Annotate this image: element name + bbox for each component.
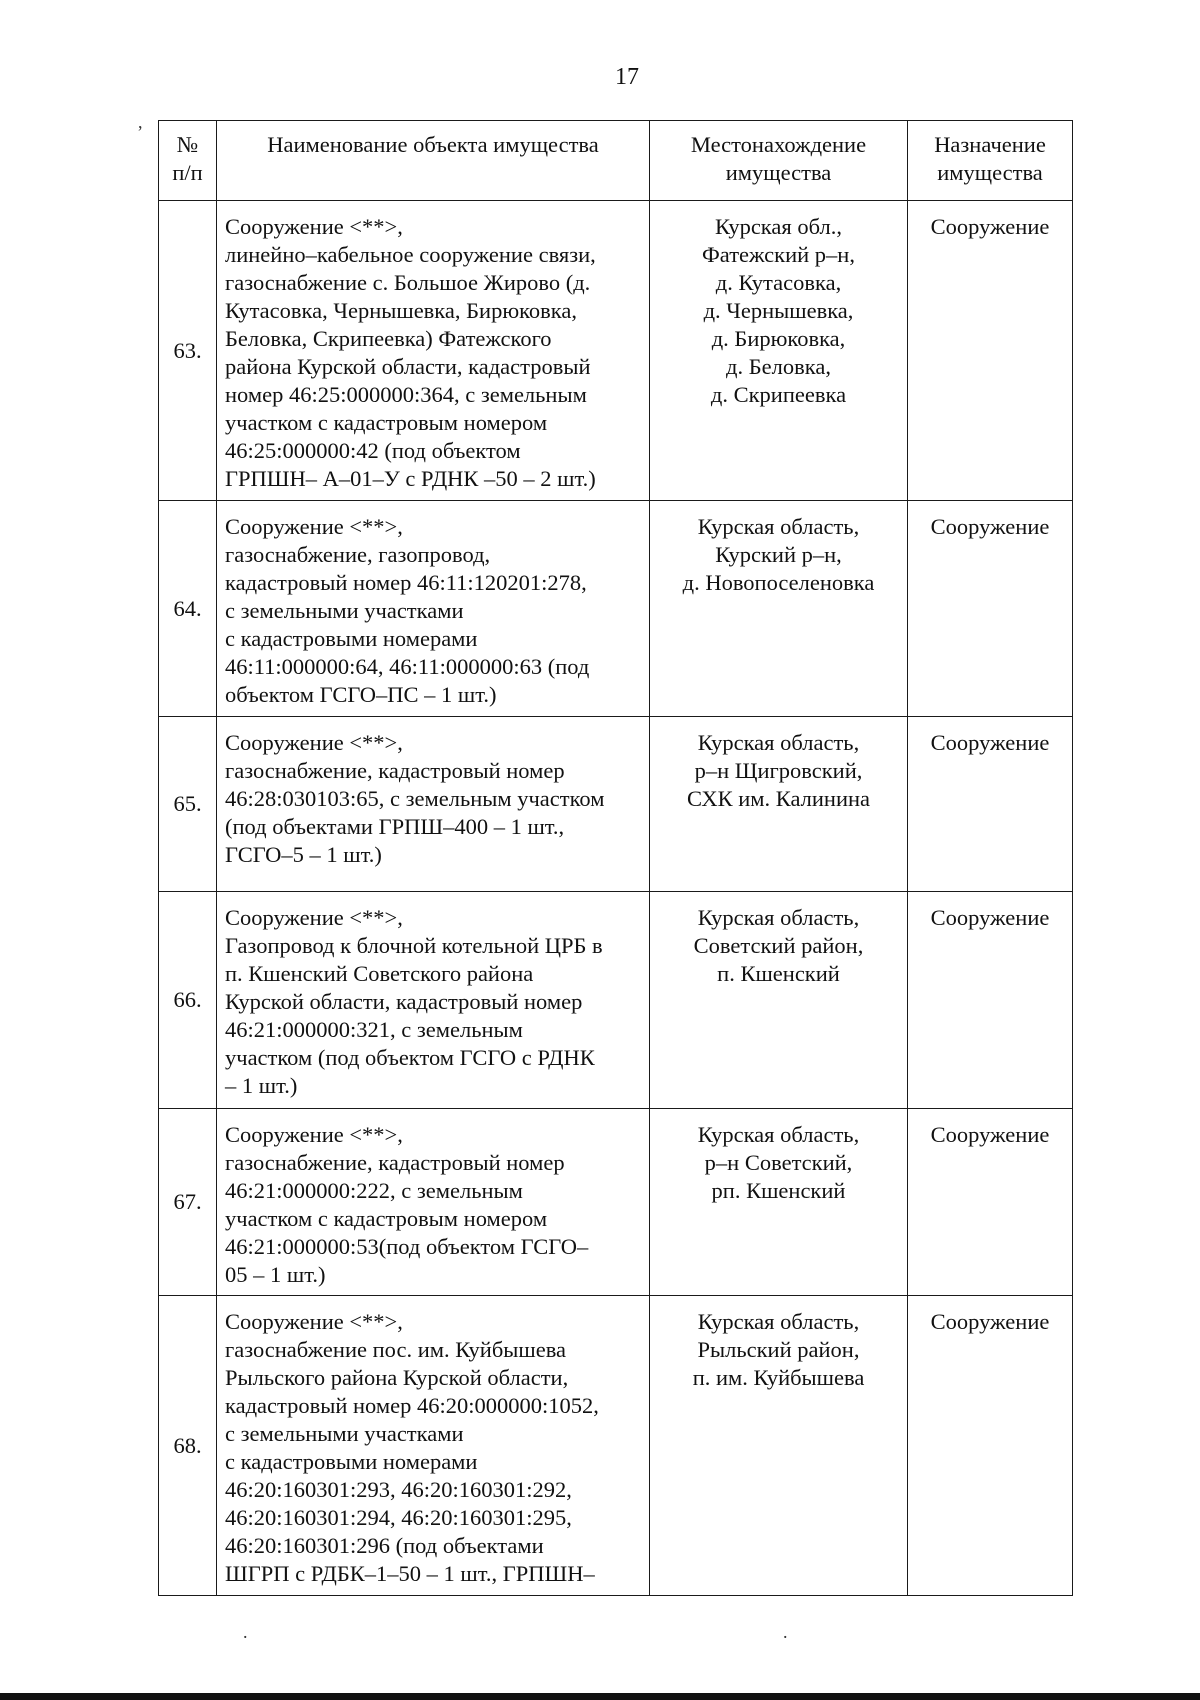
table-header-row [159,121,1073,201]
purpose-cell: Сооружение [908,717,1073,892]
object-name-line: 46:21:000000:222, с земельным [225,1178,523,1203]
object-name-cell [217,501,650,717]
object-name-line: Курской области, кадастровый номер [225,989,583,1014]
row-number: 63. [159,201,217,501]
object-name-line: газоснабжение с. Большое Жирово (д. [225,270,591,295]
location-cell [650,717,908,892]
purpose-cell: Сооружение [908,1296,1073,1596]
header-name-line: Наименование объекта имущества [267,132,599,157]
location-line: п. Кшенский [717,961,840,986]
location-line: СХК им. Калинина [686,786,871,811]
object-name-line: газоснабжение, кадастровый номер [225,758,565,783]
object-name-line: Сооружение <**>, [225,905,403,930]
location-line: д. Кутасовка, [715,270,842,295]
object-name-line: ШГРП с РДБК–1–50 – 1 шт., ГРПШН– [225,1561,595,1586]
table-body [159,201,1073,1596]
object-name-line: газоснабжение, газопровод, [225,542,491,567]
object-name-line: кадастровый номер 46:11:120201:278, [225,570,587,595]
object-name-line: участком (под объектом ГСГО с РДНК [225,1045,595,1070]
page-bottom-edge [0,1693,1200,1700]
location-line: д. Чернышевка, [703,298,854,323]
object-name-line: объектом ГСГО–ПС – 1 шт.) [225,682,497,707]
location-line: р–н Советский, [704,1150,853,1175]
object-name-line: 46:25:000000:42 (под объектом [225,438,521,463]
object-name-line: ГРПШН– А–01–У с РДНК –50 – 2 шт.) [225,466,596,491]
location-line: Советский район, [693,933,864,958]
location-line: Курский р–н, [715,542,842,567]
scan-mark: . [243,1622,248,1642]
row-number: 66. [159,892,217,1109]
object-name-line: участком с кадастровым номером [225,410,548,435]
object-name-line: 46:20:160301:293, 46:20:160301:292, [225,1477,572,1502]
header-purpose-line: имущества [937,160,1043,185]
header-number-line: п/п [172,160,203,185]
header-purpose [908,121,1073,201]
object-name-line: 46:11:000000:64, 46:11:000000:63 (под [225,654,590,679]
object-name-line: – 1 шт.) [225,1073,298,1098]
object-name-line: Сооружение <**>, [225,214,403,239]
header-location-line: Местонахождение [690,132,867,157]
object-name-line: 05 – 1 шт.) [225,1262,326,1287]
object-name-line: кадастровый номер 46:20:000000:1052, [225,1393,599,1418]
location-line: Курская обл., [715,214,842,239]
location-line: д. Беловка, [726,354,831,379]
location-line: д. Бирюковка, [711,326,846,351]
object-name-line: газоснабжение, кадастровый номер [225,1150,565,1175]
object-name-line: п. Кшенский Советского района [225,961,534,986]
row-number: 64. [159,501,217,717]
object-name-line: с земельными участками [225,598,464,623]
object-name-line: с земельными участками [225,1421,464,1446]
purpose-cell: Сооружение [908,892,1073,1109]
header-location [650,121,908,201]
header-number-line: № [176,132,199,157]
header-location-line: имущества [725,160,832,185]
object-name-line: номер 46:25:000000:364, с земельным [225,382,587,407]
object-name-line: 46:21:000000:321, с земельным [225,1017,523,1042]
object-name-line: Газопровод к блочной котельной ЦРБ в [225,933,603,958]
location-line: Рыльский район, [697,1337,860,1362]
row-number: 68. [159,1296,217,1596]
table-row [159,717,1073,892]
table-row [159,892,1073,1109]
location-line: Фатежский р–н, [702,242,855,267]
page-number: 17 [615,64,639,90]
location-line: Курская область, [697,905,860,930]
object-name-line: Сооружение <**>, [225,1309,403,1334]
location-line: д. Новопоселеновка [682,570,875,595]
object-name-line: района Курской области, кадастровый [225,354,591,379]
object-name-cell [217,717,650,892]
object-name-line: Сооружение <**>, [225,1122,403,1147]
object-name-cell [217,892,650,1109]
row-number: 67. [159,1109,217,1296]
location-line: Курская область, [697,1309,860,1334]
object-name-line: Сооружение <**>, [225,730,403,755]
table-row [159,1296,1073,1596]
table-row [159,201,1073,501]
object-name-line: участком с кадастровым номером [225,1206,548,1231]
location-cell [650,892,908,1109]
object-name-line: газоснабжение пос. им. Куйбышева [225,1337,567,1362]
location-line: д. Скрипеевка [710,382,847,407]
object-name-line: 46:20:160301:294, 46:20:160301:295, [225,1505,572,1530]
object-name-line: с кадастровыми номерами [225,1449,478,1474]
header-purpose-line: Назначение [934,132,1046,157]
object-name-line: Рыльского района Курской области, [225,1365,569,1390]
location-line: Курская область, [697,514,860,539]
location-line: Курская область, [697,730,860,755]
object-name-line: 46:21:000000:53(под объектом ГСГО– [225,1234,589,1259]
object-name-line: линейно–кабельное сооружение связи, [225,242,596,267]
object-name-cell [217,1296,650,1596]
object-name-line: (под объектами ГРПШ–400 – 1 шт., [225,814,565,839]
header-name [217,121,650,201]
location-cell [650,1109,908,1296]
location-line: рп. Кшенский [711,1178,846,1203]
table-row [159,1109,1073,1296]
object-name-cell [217,1109,650,1296]
location-line: п. им. Куйбышева [692,1365,865,1390]
location-line: р–н Щигровский, [694,758,863,783]
location-cell [650,501,908,717]
location-line: Курская область, [697,1122,860,1147]
object-name-line: Сооружение <**>, [225,514,403,539]
header-number [159,121,217,201]
object-name-line: Кутасовка, Чернышевка, Бирюковка, [225,298,578,323]
scan-mark: , [138,112,143,132]
purpose-cell: Сооружение [908,201,1073,501]
location-cell [650,1296,908,1596]
purpose-cell: Сооружение [908,501,1073,717]
location-cell [650,201,908,501]
scan-mark: . [783,1622,788,1642]
purpose-cell: Сооружение [908,1109,1073,1296]
object-name-cell [217,201,650,501]
object-name-line: 46:20:160301:296 (под объектами [225,1533,544,1558]
object-name-line: 46:28:030103:65, с земельным участком [225,786,605,811]
table-row [159,501,1073,717]
object-name-line: Беловка, Скрипеевка) Фатежского [225,326,552,351]
property-table [158,120,1073,1596]
object-name-line: ГСГО–5 – 1 шт.) [225,842,382,867]
row-number: 65. [159,717,217,892]
object-name-line: с кадастровыми номерами [225,626,478,651]
